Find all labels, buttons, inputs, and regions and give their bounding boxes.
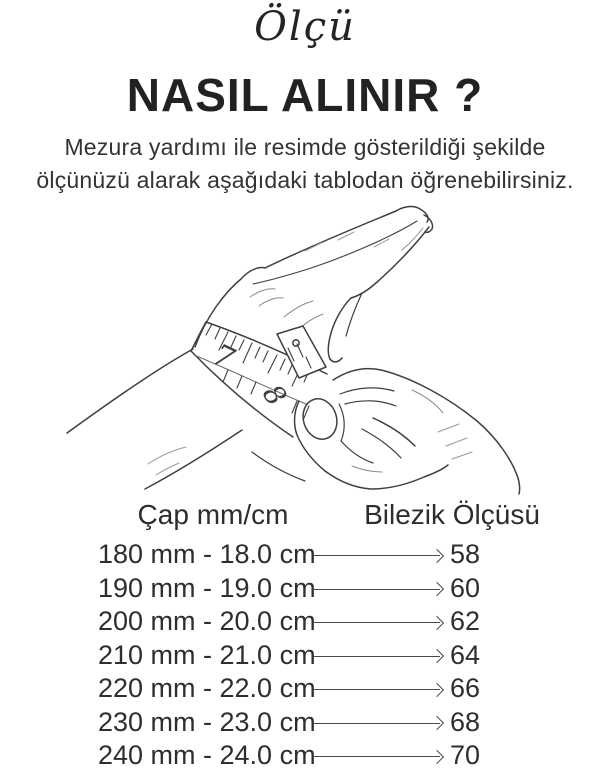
thumbnail bbox=[298, 394, 342, 443]
row-arrow bbox=[314, 656, 440, 657]
row-diameter: 230 mm - 23.0 cm bbox=[98, 706, 316, 737]
script-title: Ölçü bbox=[254, 4, 356, 50]
row-size: 58 bbox=[450, 539, 481, 570]
row-arrow bbox=[314, 723, 440, 724]
arrow-head-icon bbox=[430, 716, 444, 730]
row-arrow bbox=[314, 589, 440, 590]
tape-metal-end bbox=[277, 326, 326, 378]
column-header-diameter: Çap mm/cm bbox=[137, 499, 289, 530]
table-row bbox=[98, 639, 492, 673]
row-size: 68 bbox=[450, 706, 481, 737]
table-row bbox=[98, 739, 492, 773]
row-arrow bbox=[314, 622, 440, 623]
row-diameter: 220 mm - 22.0 cm bbox=[98, 673, 316, 704]
table-row bbox=[98, 572, 492, 606]
row-arrow bbox=[314, 555, 440, 556]
table-header bbox=[0, 499, 610, 533]
row-size: 70 bbox=[450, 740, 481, 771]
instruction-line-1: Mezura yardımı ile resimde gösterildiği şekilde bbox=[64, 134, 546, 160]
row-size: 64 bbox=[450, 639, 481, 670]
row-diameter: 190 mm - 19.0 cm bbox=[98, 572, 316, 603]
row-diameter: 210 mm - 21.0 cm bbox=[98, 639, 316, 670]
row-arrow bbox=[314, 756, 440, 757]
page-title: NASIL ALINIR ? bbox=[126, 69, 484, 121]
wrist-measurement-illustration bbox=[0, 195, 610, 495]
table-row bbox=[98, 538, 492, 572]
measured-hand bbox=[195, 207, 433, 362]
table-row bbox=[98, 706, 492, 740]
column-header-bracelet-size: Bilezik Ölçüsü bbox=[364, 499, 540, 530]
row-size: 60 bbox=[450, 572, 481, 603]
instruction-line-2: ölçünüzü alarak aşağıdaki tablodan öğrenebilirsiniz. bbox=[36, 167, 574, 193]
pinching-hand bbox=[252, 369, 520, 494]
table-row bbox=[98, 672, 492, 706]
arrow-head-icon bbox=[430, 549, 444, 563]
row-diameter: 240 mm - 24.0 cm bbox=[98, 740, 316, 771]
arrow-head-icon bbox=[430, 616, 444, 630]
size-conversion-table bbox=[98, 538, 492, 773]
row-diameter: 200 mm - 20.0 cm bbox=[98, 606, 316, 637]
row-diameter: 180 mm - 18.0 cm bbox=[98, 539, 316, 570]
arrow-head-icon bbox=[430, 683, 444, 697]
measuring-tape bbox=[191, 322, 327, 437]
row-size: 62 bbox=[450, 606, 481, 637]
arrow-head-icon bbox=[430, 649, 444, 663]
tape-number-8: 8 bbox=[255, 378, 294, 412]
arrow-head-icon bbox=[430, 750, 444, 764]
table-row bbox=[98, 605, 492, 639]
instruction-text bbox=[0, 131, 610, 197]
tape-number-7: 7 bbox=[207, 337, 240, 378]
row-size: 66 bbox=[450, 673, 481, 704]
row-arrow bbox=[314, 689, 440, 690]
arrow-head-icon bbox=[430, 582, 444, 596]
